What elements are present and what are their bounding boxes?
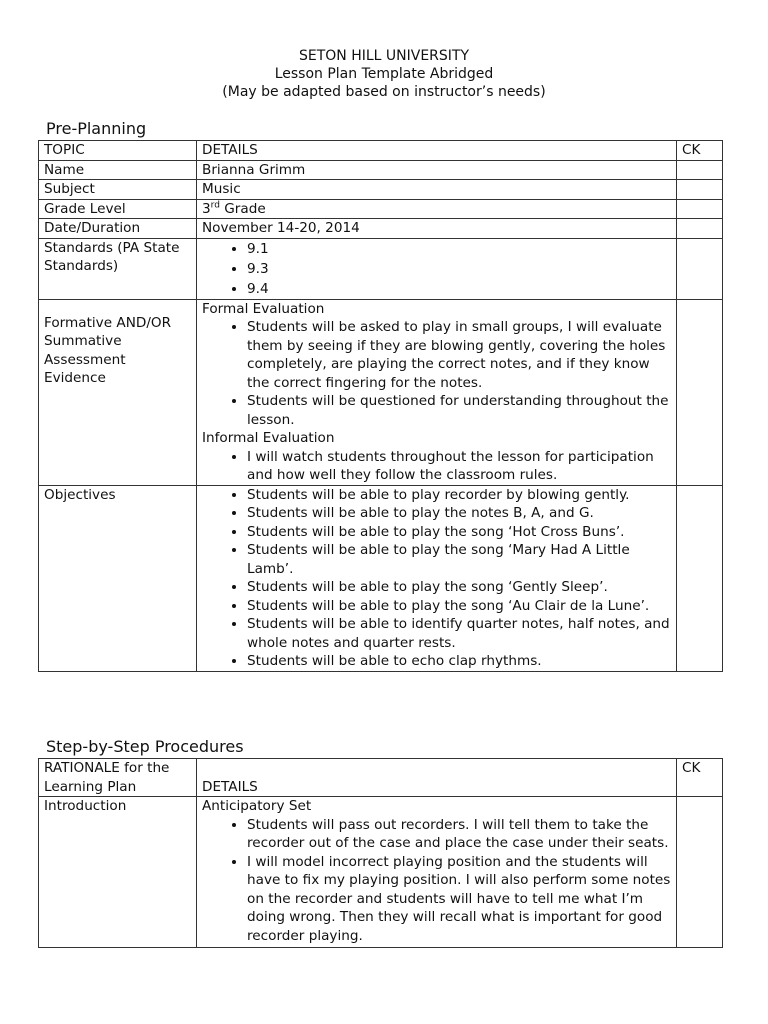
list-item: • 9.1	[247, 239, 671, 259]
objectives-label: Objectives	[39, 485, 197, 671]
list-item: • Students will be able to echo clap rhythms.	[247, 652, 671, 671]
grade-value	[197, 199, 677, 219]
grade-ordinal: rd	[210, 199, 220, 210]
ck-cell	[677, 180, 723, 200]
ck-cell	[677, 299, 723, 485]
details-header	[197, 759, 677, 797]
table-row	[39, 485, 723, 671]
ck-cell	[677, 160, 723, 180]
list-item: • 9.4	[247, 279, 671, 299]
template-title: Lesson Plan Template Abridged	[274, 66, 494, 82]
table-row	[39, 797, 723, 948]
assessment-value	[197, 299, 677, 485]
pre-planning-table	[38, 140, 723, 672]
list-item: • Students will pass out recorders. I will tell them to take the recorder out of the case and place the case under their seats.	[247, 816, 671, 853]
date-value: November 14-20, 2014	[197, 219, 677, 239]
date-label: Date/Duration	[39, 219, 197, 239]
grade-suffix: Grade	[219, 200, 266, 217]
anticipatory-set-heading: Anticipatory Set	[202, 798, 312, 814]
table-row	[39, 180, 723, 200]
objectives-value	[197, 485, 677, 671]
list-item: • Students will be questioned for understanding throughout the lesson.	[247, 392, 671, 429]
list-item: • Students will be asked to play in small groups, I will evaluate them by seeing if they are blowing gently, covering the holes completely, are playing the correct notes, and if they know the correct fingering for the notes.	[247, 318, 671, 392]
table-header-row	[39, 141, 723, 161]
grade-number: 3	[202, 200, 211, 217]
rationale-header: RATIONALE for the Learning Plan	[39, 759, 197, 797]
standards-list	[202, 239, 671, 299]
ck-header: CK	[677, 141, 723, 161]
table-row	[39, 219, 723, 239]
university-name: SETON HILL UNIVERSITY	[298, 48, 470, 64]
list-item: • Students will be able to play the song ‘Au Clair de la Lune’.	[247, 597, 671, 616]
ck-cell	[677, 219, 723, 239]
details-header: DETAILS	[197, 141, 677, 161]
table-row	[39, 299, 723, 485]
list-item: • I will model incorrect playing position and the students will have to fix my playing position. I will also perform some notes on the recorder and students will have to tell me what I’m doing wrong. Then they will recall what is important for good recorder playing.	[247, 853, 671, 946]
name-label: Name	[39, 160, 197, 180]
topic-header: TOPIC	[39, 141, 197, 161]
informal-evaluation-heading: Informal Evaluation	[202, 430, 335, 446]
list-item: • Students will be able to identify quarter notes, half notes, and whole notes and quarter rests.	[247, 615, 671, 652]
table-row	[39, 199, 723, 219]
name-value: Brianna Grimm	[197, 160, 677, 180]
ck-cell	[677, 199, 723, 219]
objectives-list	[202, 486, 671, 671]
grade-label: Grade Level	[39, 199, 197, 219]
procedures-title: Step-by-Step Procedures	[46, 737, 244, 756]
template-note: (May be adapted based on instructor’s needs)	[222, 84, 546, 100]
ck-header: CK	[677, 759, 723, 797]
ck-cell	[677, 797, 723, 948]
procedures-table	[38, 758, 723, 948]
formal-evaluation-heading: Formal Evaluation	[202, 300, 325, 317]
subject-value: Music	[197, 180, 677, 200]
introduction-list	[202, 816, 671, 946]
informal-evaluation-list	[202, 448, 671, 485]
document-header	[0, 47, 768, 101]
introduction-label: Introduction	[39, 797, 197, 948]
details-header-label: DETAILS	[202, 778, 258, 795]
list-item: • I will watch students throughout the lesson for participation and how well they follow the classroom rules.	[247, 448, 671, 485]
list-item: • Students will be able to play the song ‘Hot Cross Buns’.	[247, 523, 671, 542]
assessment-label: Formative AND/OR Summative Assessment Evidence	[39, 299, 197, 485]
table-row	[39, 238, 723, 299]
list-item: • Students will be able to play the song ‘Gently Sleep’.	[247, 578, 671, 597]
ck-cell	[677, 485, 723, 671]
table-header-row	[39, 759, 723, 797]
pre-planning-title: Pre-Planning	[46, 119, 147, 138]
standards-value	[197, 238, 677, 299]
introduction-value	[197, 797, 677, 948]
formal-evaluation-list	[202, 318, 671, 429]
list-item: • Students will be able to play the notes B, A, and G.	[247, 504, 671, 523]
list-item: • Students will be able to play the song ‘Mary Had A Little Lamb’.	[247, 541, 671, 578]
list-item: • Students will be able to play recorder by blowing gently.	[247, 486, 671, 505]
subject-label: Subject	[39, 180, 197, 200]
table-row	[39, 160, 723, 180]
list-item: • 9.3	[247, 259, 671, 279]
standards-label: Standards (PA State Standards)	[39, 238, 197, 299]
ck-cell	[677, 238, 723, 299]
